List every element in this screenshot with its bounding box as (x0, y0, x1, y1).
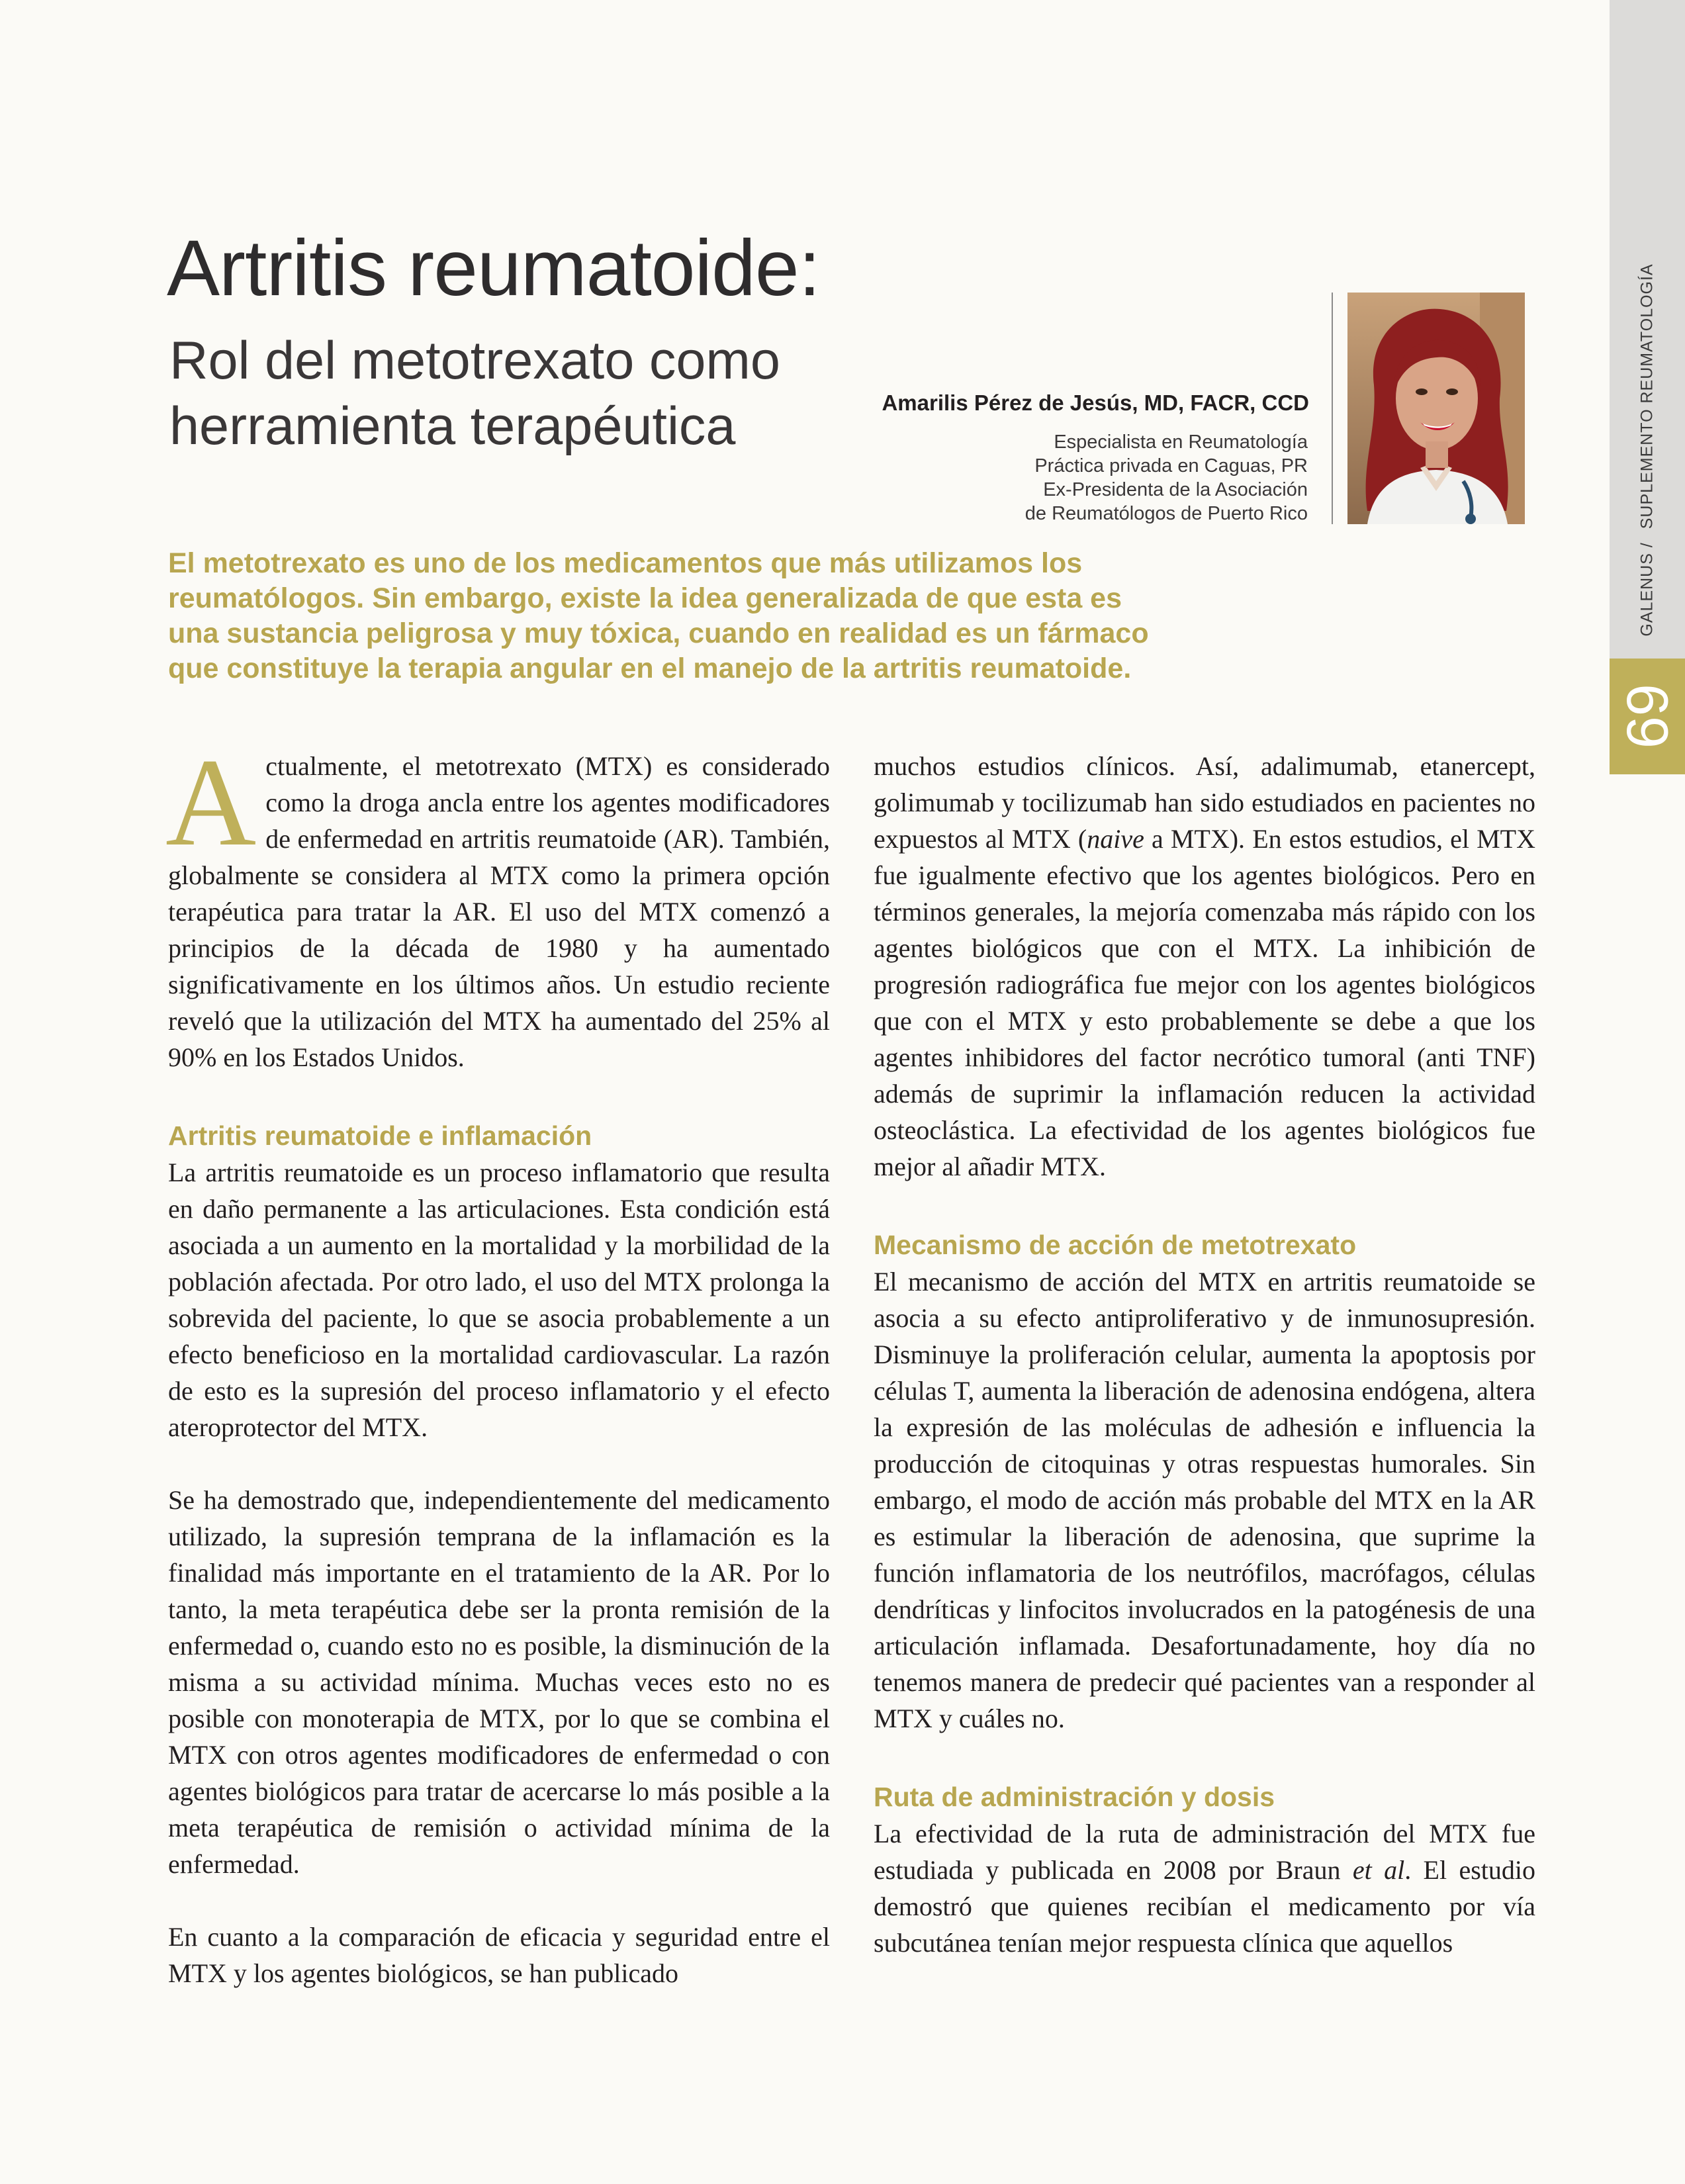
body-text: . El estudio demostró que quienes recibían el medicamento por vía subcutánea tenían mejor respuesta clínica que aquellos (874, 1855, 1536, 1958)
right-column (874, 748, 1535, 1961)
author-divider (1332, 293, 1333, 524)
body-text: La efectividad de la ruta de administración del MTX fue estudiada y publicada en 2008 por Braun (874, 1819, 1535, 1885)
lead-line: reumatólogos. Sin embargo, existe la idea generalizada de que esta es (168, 582, 1122, 614)
author-name: Amarilis Pérez de Jesús, MD, FACR, CCD (882, 390, 1309, 415)
body-paragraph: Se ha demostrado que, independientemente del medicamento utilizado, la supresión temprana de la inflamación es la finalidad más importante en el tratamiento de la AR. Por lo tanto, la meta terapéutica debe ser la pronta remisión de la enfermedad o, cuando esto no es posible, la disminución de la misma a su actividad mínima. Muchas veces esto no es posible con monoterapia de MTX, por lo que se combina el MTX con otros agentes modificadores de enfermedad o con agentes biológicos para tratar de acercarse lo más posible a la meta terapéutica de remisión o actividad mínima de la enfermedad. (168, 1485, 830, 1879)
lead-line: El metotrexato es uno de los medicamentos que más utilizamos los (168, 547, 1083, 579)
intro-paragraph (165, 733, 830, 1075)
running-head-section: SUPLEMENTO REUMATOLOGÍA (1637, 263, 1657, 529)
article-subtitle (169, 328, 780, 459)
body-paragraph (874, 748, 1535, 1185)
body-paragraph: El mecanismo de acción del MTX en artritis reumatoide se asocia a su efecto antiproliferativo y de inmunosupresión. Disminuye la proliferación celular, aumenta la apoptosis por células T, aumenta la liberación de adenosina endógena, altera la expresión de las moléculas de adhesión e influencia la producción de citoquinas y otras respuestas humorales. Sin embargo, el modo de acción más probable del MTX en la AR es estimular la liberación de adenosina, que suprime la función inflamatoria de los neutrófilos, macrófagos, células dendríticas y linfocitos involucrados en la patogénesis de una articulación inflamada. Desafortunadamente, hoy día no tenemos manera de predecir qué pacientes van a responder al MTX y cuáles no. (874, 1267, 1535, 1733)
lead-line: una sustancia peligrosa y muy tóxica, cuando en realidad es un fármaco (168, 617, 1149, 649)
lead-line: que constituye la terapia angular en el manejo de la artritis reumatoide. (168, 653, 1132, 684)
left-column (165, 733, 830, 1991)
author-photo (1347, 293, 1525, 524)
article-lead (168, 546, 1207, 686)
body-paragraph (874, 1815, 1535, 1961)
author-affiliation-line: de Reumatólogos de Puerto Rico (1025, 503, 1308, 524)
body-text-italic: naive (1087, 824, 1144, 854)
article-subtitle-line: herramienta terapéutica (169, 396, 736, 456)
author-affiliation-line: Ex-Presidenta de la Asociación (1043, 479, 1308, 500)
drop-cap: A (165, 733, 257, 872)
author-affiliation-line: Especialista en Reumatología (1054, 432, 1308, 453)
section-heading: Ruta de administración y dosis (874, 1782, 1275, 1812)
running-head-journal: GALENUS / (1637, 542, 1657, 637)
body-paragraph: La artritis reumatoide es un proceso inflamatorio que resulta en daño permanente a las articulaciones. Esta condición está asociada a un aumento en la mortalidad y la morbilidad de la población afectada. Por otro lado, el uso del MTX prolonga la sobrevida del paciente, lo que se asocia probablemente a un efecto beneficioso en la mortalidad cardiovascular. La razón de esto es la supresión del proceso inflamatorio y el efecto ateroprotector del MTX. (168, 1158, 830, 1442)
author-affiliation-line: Práctica privada en Caguas, PR (1034, 455, 1308, 477)
author-affiliation (1025, 430, 1308, 525)
body-text: a MTX). En estos estudios, el MTX fue igualmente efectivo que los agentes biológicos. Pero en términos generales, la mejoría comenzaba más rápido con los agentes biológicos que con el MTX. La inhibición de progresión radiográfica fue mejor con los agentes biológicos que con el MTX y esto probablemente se debe a que los agentes inhibidores del factor necrótico tumoral (anti TNF) además de suprimir la inflamación reducen la actividad osteoclástica. La efectividad de los agentes biológicos fue mejor al añadir MTX. (874, 824, 1536, 1181)
section-heading: Mecanismo de acción de metotrexato (874, 1230, 1357, 1260)
running-head (1638, 263, 1657, 636)
article-subtitle-line: Rol del metotrexato como (169, 331, 780, 390)
body-text-italic: et al (1352, 1855, 1405, 1885)
page-number: 69 (1615, 684, 1680, 749)
section-heading: Artritis reumatoide e inflamación (168, 1120, 592, 1151)
intro-text: ctualmente, el metotrexato (MTX) es considerado como la droga ancla entre los agentes modificadores de enfermedad en artritis reumatoide (AR). También, globalmente se considera al MTX como la primera opción terapéutica para tratar la AR. El uso del MTX comenzó a principios de la década de 1980 y ha aumentado significativamente en los últimos años. Un estudio reciente reveló que la utilización del MTX ha aumentado del 25% al 90% en los Estados Unidos. (168, 751, 830, 1072)
side-band (1610, 0, 1685, 2184)
article-title: Artritis reumatoide: (167, 224, 820, 312)
body-paragraph: En cuanto a la comparación de eficacia y seguridad entre el MTX y los agentes biológicos, se han publicado (168, 1922, 830, 1988)
body-text: muchos estudios clínicos. Así, adalimumab, etanercept, golimumab y tocilizumab han sido estudiados en pacientes no expuestos al MTX ( (874, 751, 1535, 854)
